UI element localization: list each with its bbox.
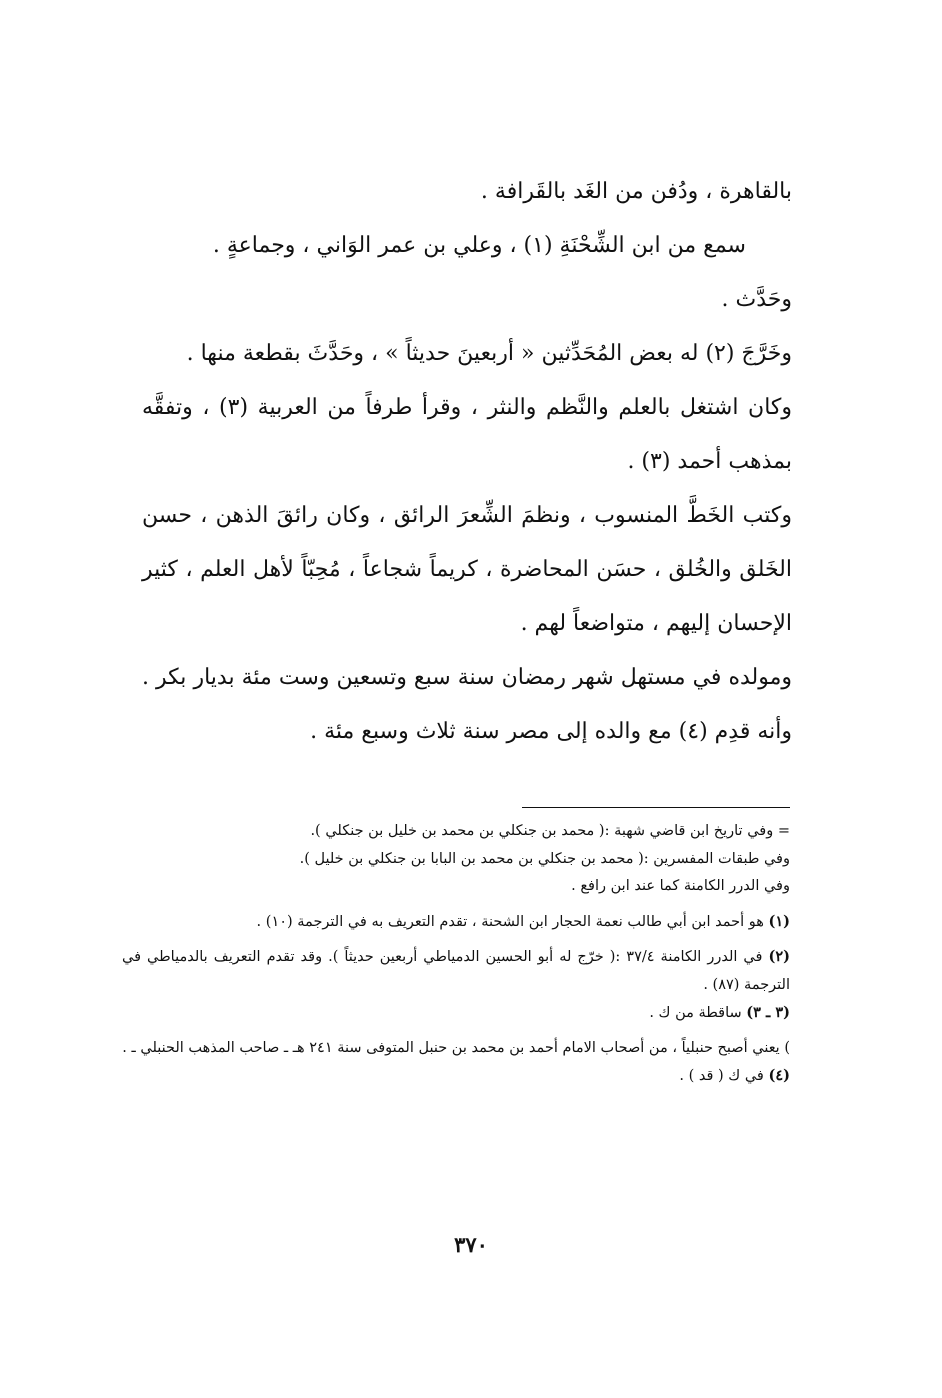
footnote-1	[122, 908, 790, 937]
body-paragraph-6: وكتب الخَطَّ المنسوب ، ونظمَ الشِّعرَ الرائق ، وكان رائقَ الذهن ، حسن الخَلق والخُلق ، حسَن المحاضرة ، كريماً شجاعاً ، مُحِبّاً لأهل العلم ، كثير الإحسان إليهم ، متواضعاً لهم .	[142, 503, 792, 636]
footnote-text: ساقطة من ك .	[649, 1005, 742, 1021]
footnote-4	[122, 1062, 790, 1091]
footnote-3	[122, 999, 790, 1028]
footnote-continuation	[122, 818, 790, 846]
footnote-text: في الدرر الكامنة ٣٧/٤ :( خرّج له أبو الحسين الدمياطي أربعين حديثاً ). وقد تقدم التعريف بالدمياطي في الترجمة (٨٧) .	[122, 949, 790, 993]
footnote-continuation-line-1: وفي تاريخ ابن قاضي شهبة :( محمد بن جنكلي بن محمد بن خليل بن جنكلي ).	[310, 823, 774, 839]
body-paragraph-4: وخَرَّجَ (٢) له بعض المُحَدِّثين « أربعينَ حديثاً » ، وحَدَّثَ بقطعة منها .	[186, 341, 792, 366]
footnote-number: (٤)	[768, 1067, 790, 1084]
body-paragraph-7: ومولده في مستهل شهر رمضان سنة سبع وتسعين وست مئة بديار بكر . وأنه قدِم (٤) مع والده إلى مصر سنة ثلاث وسبع مئة .	[142, 665, 792, 744]
body-paragraph-2: سمع من ابن الشِّحْنَةِ (١) ، وعلي بن عمر الوَاني ، وجماعةٍ .	[212, 233, 746, 258]
footnote-3-continued: ) يعني أصبح حنبلياً ، من أصحاب الامام أحمد بن محمد بن حنبل المتوفى سنة ٢٤١ هـ ـ صاحب المذهب الحنبلي ـ .	[122, 1039, 790, 1056]
body-paragraph-3: وحَدَّث .	[721, 287, 792, 312]
footnote-number: (١)	[768, 912, 790, 930]
body-paragraph-1: بالقاهرة ، ودُفن من الغَد بالقَرافة .	[480, 179, 792, 204]
footnote-continuation-2: وفي طبقات المفسرين :( محمد بن جنكلي بن محمد بن البابا بن جنكلي بن خليل ).	[299, 850, 790, 867]
continuation-mark: =	[777, 823, 790, 839]
footnote-2	[122, 943, 790, 999]
footnote-number: (٢)	[768, 948, 790, 965]
footnote-number: (٣ ـ ٣)	[746, 1004, 790, 1021]
page-number: ٣٧٠	[454, 1232, 488, 1257]
main-text	[142, 165, 792, 759]
body-paragraph-5: وكان اشتغل بالعلم والنَّظم والنثر ، وقرأ طرفاً من العربية (٣) ، وتفقَّه بمذهب أحمد (٣) .	[142, 395, 792, 474]
footnote-text: في ك ( قد ) .	[679, 1068, 764, 1084]
footnotes-section	[122, 818, 790, 1098]
footnote-separator	[522, 807, 790, 808]
footnote-text: هو أحمد ابن أبي طالب نعمة الحجار ابن الشحنة ، تقدم التعريف به في الترجمة (١٠) .	[256, 913, 764, 930]
footnote-continuation-3: وفي الدرر الكامنة كما عند ابن رافع .	[571, 878, 790, 894]
